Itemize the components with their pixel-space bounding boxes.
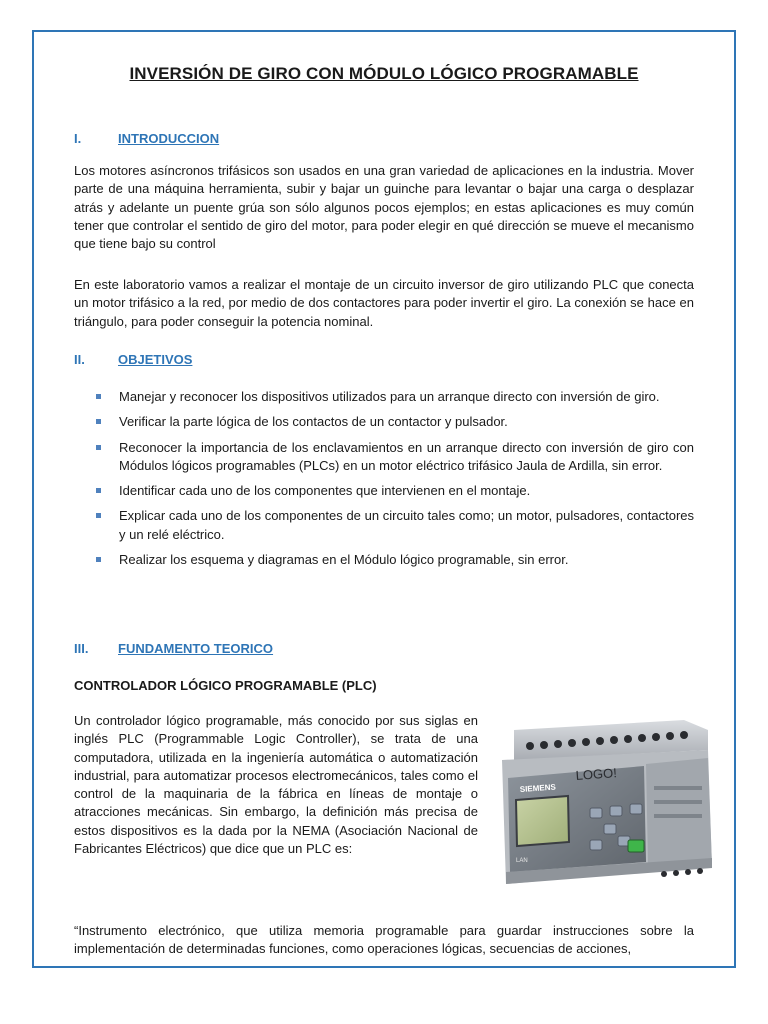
plc-brand-label: SIEMENS: [519, 782, 557, 794]
bullet-square-icon: [96, 488, 101, 493]
intro-paragraph-2: En este laboratorio vamos a realizar el montaje de un circuito inversor de giro utilizando PLC que conecta un motor trifásico a la red, por medio de dos contactores para poder invertir el giro. La conexión se hace en triángulo, para poder conseguir la potencia nominal.: [74, 277, 694, 329]
document-title: INVERSIÓN DE GIRO CON MÓDULO LÓGICO PROGRAMABLE: [129, 64, 639, 83]
list-item: Explicar cada uno de los componentes de un circuito tales como; un motor, pulsadores, contactores y un relé eléctrico.: [96, 507, 694, 544]
bullet-square-icon: [96, 445, 101, 450]
bullet-square-icon: [96, 513, 101, 518]
list-item: Reconocer la importancia de los enclavamientos en un arranque directo con inversión de giro con Módulos lógicos programables (PLCs) en un motor eléctrico trifásico Jaula de Ardilla, sin error.: [96, 439, 694, 476]
plc-paragraph: Un controlador lógico programable, más conocido por sus siglas en inglés PLC (Programmable Logic Controller), se trata de una computadora, utilizada en la ingeniería automática o automatización industrial, para automatizar procesos electromecánicos, tales como el control de la maquinaria de la fábrica en líneas de montaje o atracciones mecánicas. Sin embargo, la definición más precisa de estos dispositivos es la dada por la NEMA (Asociación Nacional de Fabricantes Eléctricos) que dice que un PLC es:: [74, 713, 478, 857]
list-item: Verificar la parte lógica de los contactos de un contactor y pulsador.: [96, 413, 694, 431]
objectives-list: [96, 388, 694, 569]
plc-subheading: CONTROLADOR LÓGICO PROGRAMABLE (PLC): [74, 678, 377, 693]
list-item: Identificar cada uno de los componentes que intervienen en el montaje.: [96, 482, 694, 500]
bullet-square-icon: [96, 557, 101, 562]
section-number: III.: [74, 641, 89, 656]
section-label: INTRODUCCION: [118, 131, 220, 146]
intro-paragraph-1: Los motores asíncronos trifásicos son usados en una gran variedad de aplicaciones en la industria. Mover parte de una máquina herramienta, subir y bajar un guinche para levantar o bajar una carga o desplazar atrás y adelante un puente grúa son sólo algunos pocos ejemplos; en estas aplicaciones es muy común tener que controlar el sentido de giro del motor, para poder elegir en qué dirección se mueve el mecanismo que tiene bajo su control: [74, 163, 694, 252]
section-number: I.: [74, 131, 82, 146]
plc-device-image: [494, 716, 716, 890]
plc-model-label: LOGO!: [575, 765, 618, 783]
bullet-square-icon: [96, 419, 101, 424]
plc-port-label: LAN: [516, 858, 528, 864]
bullet-square-icon: [96, 394, 101, 399]
section-label: FUNDAMENTO TEORICO: [118, 641, 274, 656]
section-number: II.: [74, 352, 85, 367]
list-item: Realizar los esquema y diagramas en el Módulo lógico programable, sin error.: [96, 551, 694, 569]
nema-quote: “Instrumento electrónico, que utiliza memoria programable para guardar instrucciones sobre la implementación de determinadas funciones, como operaciones lógicas, secuencias de acciones,: [74, 923, 694, 957]
section-label: OBJETIVOS: [118, 352, 193, 367]
list-item: Manejar y reconocer los dispositivos utilizados para un arranque directo con inversión de giro.: [96, 388, 694, 406]
